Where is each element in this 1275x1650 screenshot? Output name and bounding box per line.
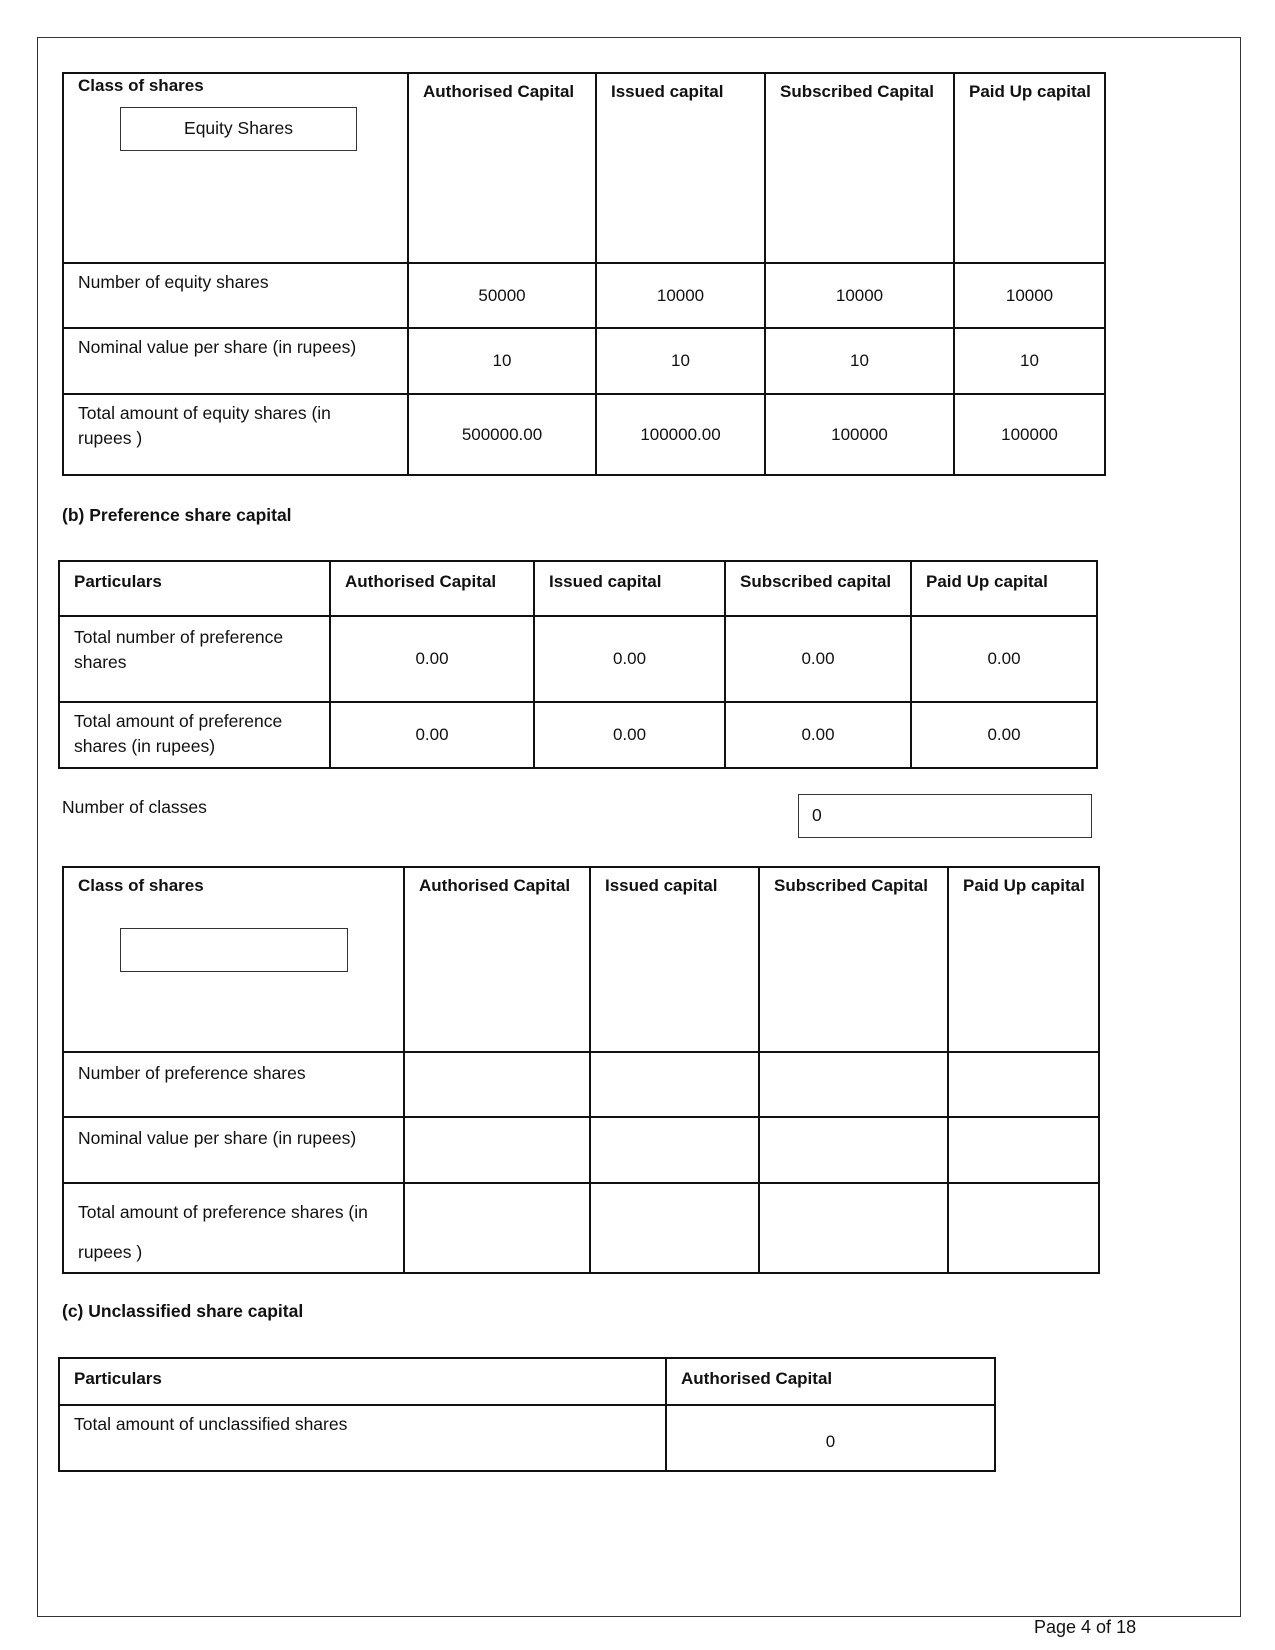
subscribed-value: 10000 <box>765 263 954 328</box>
paid-up-value: 10 <box>954 328 1105 394</box>
subscribed-capital-header: Subscribed capital <box>740 572 892 591</box>
unclassified-shares-table <box>58 1357 996 1472</box>
class-of-shares-header: Class of shares <box>78 876 204 895</box>
authorised-value: 500000.00 <box>408 394 596 475</box>
page-number: Page 4 of 18 <box>1034 1617 1137 1637</box>
subscribed-value: 10 <box>765 328 954 394</box>
table-header-row <box>59 1358 995 1405</box>
paid-up-capital-header: Paid Up capital <box>963 876 1085 895</box>
subscribed-capital-header: Subscribed Capital <box>774 876 928 895</box>
issued-value <box>590 1117 759 1183</box>
issued-value: 0.00 <box>534 616 725 702</box>
issued-value <box>590 1183 759 1273</box>
table-row <box>63 394 1105 475</box>
particulars-header: Particulars <box>74 1369 162 1388</box>
issued-value: 100000.00 <box>596 394 765 475</box>
issued-value: 0.00 <box>534 702 725 768</box>
paid-up-value <box>948 1052 1099 1117</box>
subscribed-value: 100000 <box>765 394 954 475</box>
equity-class-field[interactable]: Equity Shares <box>120 107 357 151</box>
table-header-row <box>63 73 1105 263</box>
authorised-value: 0.00 <box>330 616 534 702</box>
issued-capital-header: Issued capital <box>611 82 724 101</box>
paid-up-value: 10000 <box>954 263 1105 328</box>
row-label: Total amount of equity shares (in rupees ) <box>78 403 331 448</box>
subscribed-value <box>759 1117 948 1183</box>
row-label: Total amount of unclassified shares <box>74 1414 348 1434</box>
subscribed-value <box>759 1052 948 1117</box>
particulars-header: Particulars <box>74 572 162 591</box>
issued-value: 10000 <box>596 263 765 328</box>
issued-value: 10 <box>596 328 765 394</box>
preference-shares-table <box>58 560 1098 769</box>
subscribed-value: 0.00 <box>725 616 911 702</box>
class-of-shares-header: Class of shares <box>78 76 204 95</box>
paid-up-value <box>948 1117 1099 1183</box>
row-label: Number of equity shares <box>78 272 269 292</box>
authorised-value <box>404 1183 590 1273</box>
row-label: Total number of preference shares <box>74 627 284 672</box>
issued-capital-header: Issued capital <box>605 876 718 895</box>
authorised-capital-header: Authorised Capital <box>423 82 575 101</box>
preference-section-title: (b) Preference share capital <box>62 505 292 525</box>
table-row <box>63 1052 1099 1117</box>
table-row <box>63 1183 1099 1273</box>
class-of-shares-header-cell <box>63 73 408 263</box>
issued-capital-header: Issued capital <box>549 572 662 591</box>
authorised-value <box>404 1052 590 1117</box>
paid-up-capital-header: Paid Up capital <box>969 82 1091 101</box>
paid-up-value: 0.00 <box>911 702 1097 768</box>
authorised-capital-header: Authorised Capital <box>345 572 497 591</box>
paid-up-value: 0.00 <box>911 616 1097 702</box>
table-row <box>59 1405 995 1471</box>
authorised-capital-header: Authorised Capital <box>681 1369 833 1388</box>
row-label: Number of preference shares <box>78 1063 306 1083</box>
paid-up-value: 100000 <box>954 394 1105 475</box>
row-label: Nominal value per share (in rupees) <box>78 337 357 357</box>
subscribed-value <box>759 1183 948 1273</box>
table-row <box>63 1117 1099 1183</box>
authorised-value: 0 <box>666 1405 995 1471</box>
authorised-value <box>404 1117 590 1183</box>
authorised-value: 0.00 <box>330 702 534 768</box>
table-header-row <box>59 561 1097 616</box>
paid-up-value <box>948 1183 1099 1273</box>
authorised-value: 10 <box>408 328 596 394</box>
row-label: Nominal value per share (in rupees) <box>78 1128 357 1148</box>
authorised-capital-header: Authorised Capital <box>419 876 571 895</box>
subscribed-value: 0.00 <box>725 702 911 768</box>
number-of-classes-label: Number of classes <box>62 797 207 817</box>
number-of-classes-field[interactable]: 0 <box>798 794 1092 838</box>
issued-value <box>590 1052 759 1117</box>
paid-up-capital-header: Paid Up capital <box>926 572 1048 591</box>
subscribed-capital-header: Subscribed Capital <box>780 82 934 101</box>
preference-class-field[interactable] <box>120 928 348 972</box>
table-row <box>63 263 1105 328</box>
table-row <box>59 702 1097 768</box>
table-row <box>63 328 1105 394</box>
table-row <box>59 616 1097 702</box>
unclassified-section-title: (c) Unclassified share capital <box>62 1301 304 1321</box>
row-label: Total amount of preference shares (in rupees ) <box>78 1202 368 1262</box>
authorised-value: 50000 <box>408 263 596 328</box>
row-label: Total amount of preference shares (in rupees) <box>74 711 283 756</box>
